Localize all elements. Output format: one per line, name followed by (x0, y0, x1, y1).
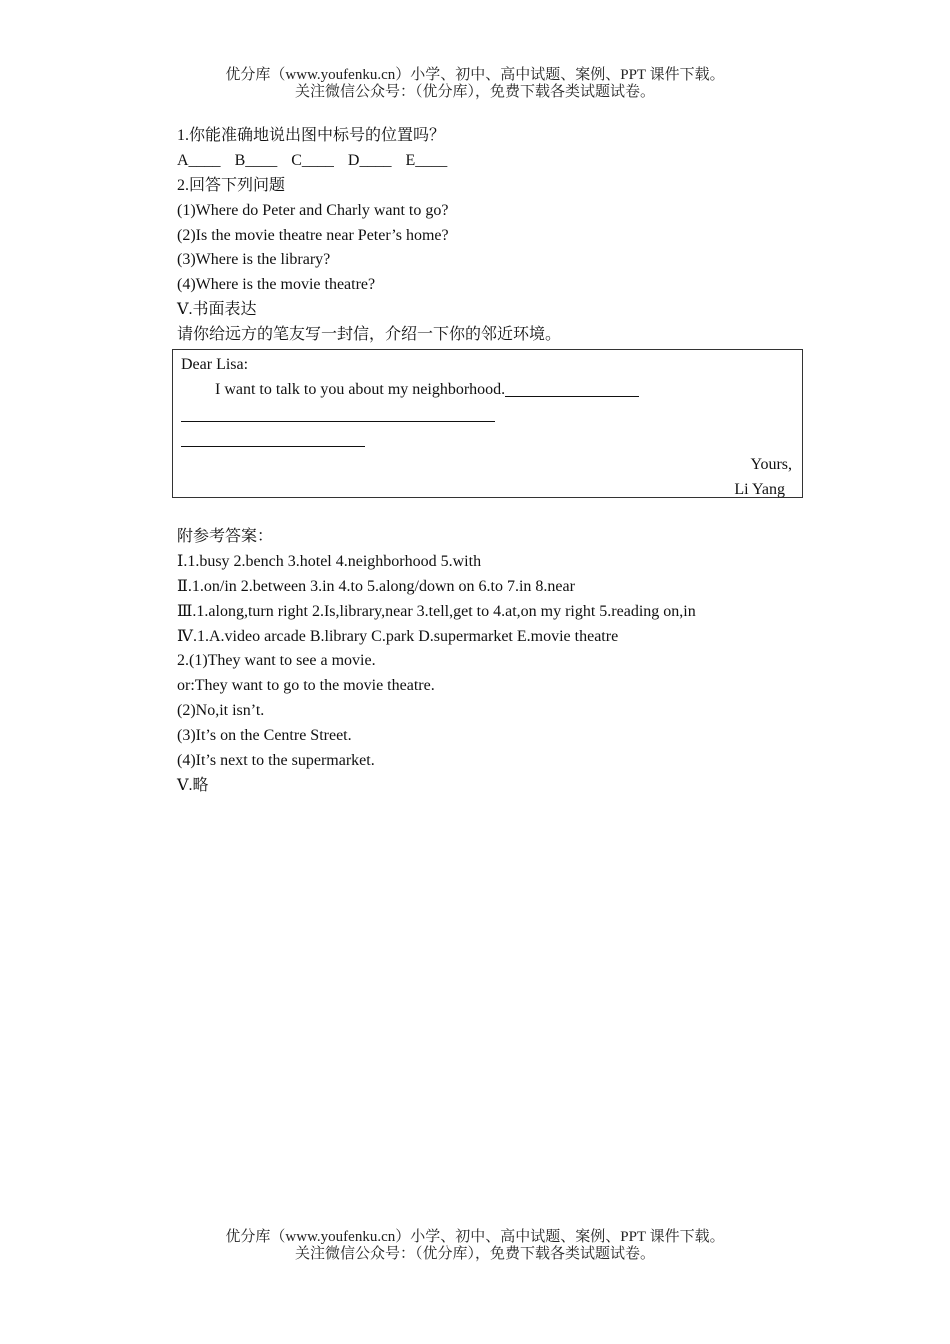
footer-line-1: 优分库（www.youfenku.cn）小学、初中、高中试题、案例、PPT 课件下载。 (225, 1229, 725, 1245)
letter-opening: I want to talk to you about my neighborhood. (215, 381, 506, 399)
sub-question: (2)Is the movie theatre near Peter’s home? (177, 226, 449, 244)
letter-signature: Li Yang (734, 481, 785, 499)
blank-e: E____ (405, 151, 448, 169)
answer-line: Ⅳ.1.A.video arcade B.library C.park D.supermarket E.movie theatre (177, 627, 619, 645)
answer-line: (4)It’s next to the supermarket. (177, 752, 375, 770)
page-footer (0, 1229, 950, 1263)
sub-question: (4)Where is the movie theatre? (177, 276, 376, 294)
writing-blank-line[interactable] (181, 405, 495, 422)
writing-blank-line[interactable] (181, 430, 365, 447)
answer-line: (2)No,it isn’t. (177, 702, 265, 720)
blank-d: D____ (347, 151, 392, 169)
blank-c: C____ (291, 151, 334, 169)
blank-a: A____ (177, 151, 221, 169)
spacer (177, 498, 817, 525)
answer-line: or:They want to go to the movie theatre. (177, 677, 435, 695)
answer-line: (3)It’s on the Centre Street. (177, 727, 352, 745)
answer-line: Ⅲ.1.along,turn right 2.Is,library,near 3.tell,get to 4.at,on my right 5.reading on,in (177, 602, 696, 620)
document-body (177, 124, 817, 799)
letter-salutation: Dear Lisa: (181, 356, 249, 374)
sub-question: (3)Where is the library? (177, 251, 331, 269)
answer-line: 2.(1)They want to see a movie. (177, 652, 376, 670)
header-line-2: 关注微信公众号：（优分库），免费下载各类试题试卷。 (294, 84, 655, 100)
letter-closing: Yours, (750, 456, 792, 474)
header-line-1: 优分库（www.youfenku.cn）小学、初中、高中试题、案例、PPT 课件下载。 (225, 67, 725, 83)
answer-blanks (177, 149, 817, 174)
answer-line: Ⅴ.略 (177, 776, 209, 794)
writing-title: Ⅴ.书面表达 (177, 301, 257, 319)
answer-line: Ⅱ.1.on/in 2.between 3.in 4.to 5.along/down on 6.to 7.in 8.near (177, 577, 575, 595)
writing-prompt: 请你给远方的笔友写一封信，介绍一下你的邻近环境。 (177, 326, 562, 344)
writing-blank-line[interactable] (505, 380, 639, 397)
sub-question: (1)Where do Peter and Charly want to go? (177, 201, 449, 219)
question-1: 1.你能准确地说出图中标号的位置吗？ (177, 127, 446, 144)
answer-line: Ⅰ.1.busy 2.bench 3.hotel 4.neighborhood 5.with (177, 552, 482, 570)
page-header (0, 67, 950, 101)
answers-title: 附参考答案： (177, 528, 274, 546)
letter-blank-row (181, 402, 792, 427)
question-2: 2.回答下列问题 (177, 176, 286, 194)
blank-b: B____ (234, 151, 278, 169)
letter-blank-row (181, 427, 792, 452)
letter-box (172, 349, 803, 498)
footer-line-2: 关注微信公众号：（优分库），免费下载各类试题试卷。 (294, 1246, 655, 1262)
letter-opening-row (181, 377, 792, 402)
